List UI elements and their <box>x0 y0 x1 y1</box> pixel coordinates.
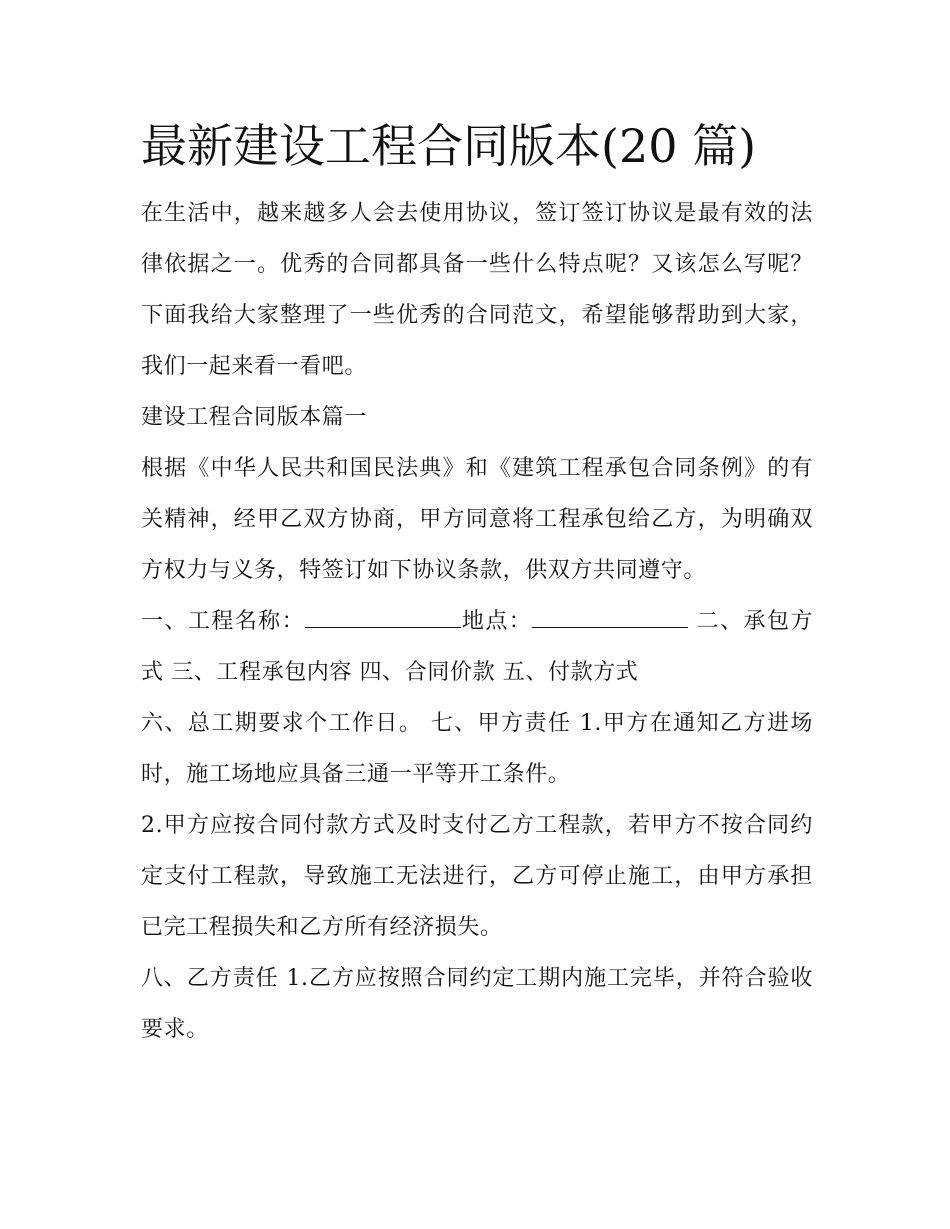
clause-1-rest: 二、承包方式 三、工程承包内容 四、合同价款 五、付款方式 <box>141 609 813 685</box>
project-name-blank <box>305 611 461 628</box>
project-location-blank <box>532 611 688 628</box>
project-location-label: 地点： <box>461 609 533 634</box>
clause-7-2-paragraph: 2.甲方应按合同付款方式及时支付乙方工程款，若甲方不按合同约定支付工程款，导致施工无法进行，乙方可停止施工，由甲方承担已完工程损失和乙方所有经济损失。 <box>141 813 813 940</box>
document-body <box>141 114 813 1055</box>
clause-1-paragraph <box>141 596 813 698</box>
document-title: 最新建设工程合同版本(20 篇) <box>141 119 757 173</box>
clause-6-paragraph: 六、总工期要求个工作日。 七、甲方责任 1.甲方在通知乙方进场时，施工场地应具备三通一平等开工条件。 <box>141 711 813 787</box>
section-heading: 建设工程合同版本篇一 <box>141 405 368 430</box>
clause-8-paragraph: 八、乙方责任 1.乙方应按照合同约定工期内施工完毕，并符合验收要求。 <box>141 966 813 1042</box>
intro-paragraph: 在生活中，越来越多人会去使用协议，签订签订协议是最有效的法律依据之一。优秀的合同都具备一些什么特点呢？又该怎么写呢？下面我给大家整理了一些优秀的合同范文，希望能够帮助到大家，我们一起来看一看吧。 <box>141 201 813 379</box>
project-name-label: 一、工程名称： <box>141 609 306 634</box>
preamble-paragraph: 根据《中华人民共和国民法典》和《建筑工程承包合同条例》的有关精神，经甲乙双方协商，甲方同意将工程承包给乙方，为明确双方权力与义务，特签订如下协议条款，供双方共同遵守。 <box>141 456 813 583</box>
